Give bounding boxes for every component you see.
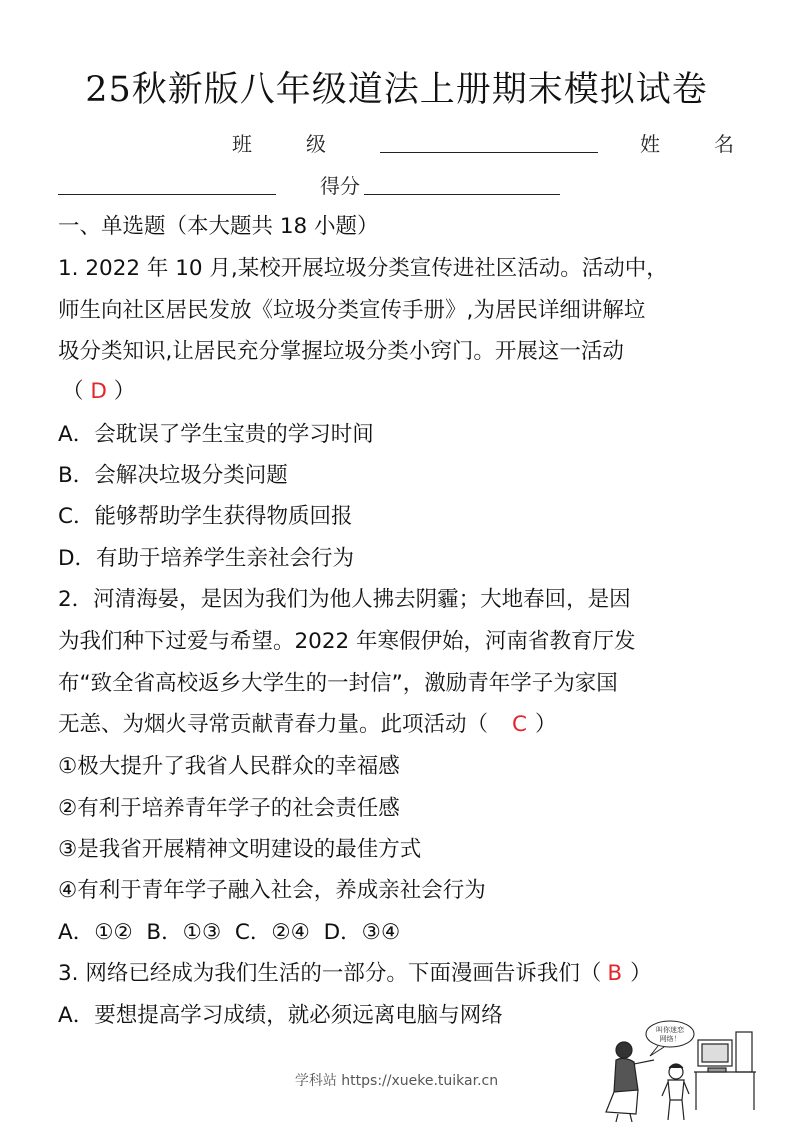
- speech-bubble: [646, 1021, 694, 1047]
- q1-option-d: D．有助于培养学生亲社会行为: [58, 546, 355, 571]
- q2-stem-last-line: [58, 711, 557, 739]
- q1-option-c: C．能够帮助学生获得物质回报: [58, 504, 353, 529]
- q2-stem-line: 2．河清海晏，是因为我们为他人拂去阴霾；大地春回，是因: [58, 587, 631, 612]
- q1-answer-line: [62, 378, 135, 406]
- score-label: 得分: [320, 174, 360, 198]
- exam-title: 25秋新版八年级道法上册期末模拟试卷: [85, 70, 708, 110]
- speech-bubble-line-2: 网络！: [659, 1035, 681, 1043]
- q2-paren-close: ）: [535, 712, 557, 737]
- q3-stem-line: [58, 960, 652, 988]
- class-label-char-1: 班: [232, 132, 252, 156]
- q2-stem-line: 为我们种下过爱与希望。2022 年寒假伊始，河南省教育厅发: [58, 629, 636, 654]
- q1-stem-line: 圾分类知识,让居民充分掌握垃圾分类小窍门。开展这一活动: [58, 339, 624, 364]
- q2-answer: C: [512, 712, 528, 737]
- q2-statement-2: ②有利于培养青年学子的社会责任感: [58, 796, 400, 821]
- q1-stem-line: 1. 2022 年 10 月,某校开展垃圾分类宣传进社区活动。活动中，: [58, 256, 668, 281]
- name-blank-line[interactable]: [58, 194, 276, 195]
- q2-stem-line: 布“致全省高校返乡大学生的一封信”，激励青年学子为家国: [58, 671, 618, 696]
- q1-paren-open: （: [62, 379, 84, 404]
- class-label-char-2: 级: [306, 132, 326, 156]
- q2-statement-3: ③是我省开展精神文明建设的最佳方式: [58, 837, 422, 862]
- q1-option-a: A．会耽误了学生宝贵的学习时间: [58, 422, 374, 447]
- q2-choices: A．①② B．①③ C．②④ D．③④: [58, 920, 401, 945]
- name-label-char-2: 名: [714, 132, 734, 156]
- score-blank-line[interactable]: [364, 194, 560, 195]
- q1-answer: D: [90, 379, 107, 404]
- q1-option-b: B．会解决垃圾分类问题: [58, 463, 288, 488]
- q2-stem-text: 无恙、为烟火寻常贡献青春力量。此项活动（: [58, 712, 489, 737]
- q3-paren-close: ）: [630, 961, 652, 986]
- name-label-char-1: 姓: [640, 132, 660, 156]
- q3-option-a: A．要想提高学习成绩，就必须远离电脑与网络: [58, 1003, 503, 1028]
- q3-stem-text: 3. 网络已经成为我们生活的一部分。下面漫画告诉我们（: [58, 961, 602, 986]
- section-title: 一、单选题（本大题共 18 小题）: [58, 214, 379, 239]
- q1-paren-close: ）: [113, 379, 136, 404]
- class-blank-line[interactable]: [380, 152, 598, 153]
- q3-answer: B: [607, 961, 623, 986]
- speech-bubble-line-1: 叫你迷恋: [656, 1026, 684, 1034]
- q1-stem-line: 师生向社区居民发放《垃圾分类宣传手册》,为居民详细讲解垃: [58, 298, 646, 323]
- q2-statement-1: ①极大提升了我省人民群众的幸福感: [58, 754, 400, 779]
- q2-statement-4: ④有利于青年学子融入社会，养成亲社会行为: [58, 878, 486, 903]
- footer-source: 学科站 https://xueke.tuikar.cn: [294, 1073, 499, 1089]
